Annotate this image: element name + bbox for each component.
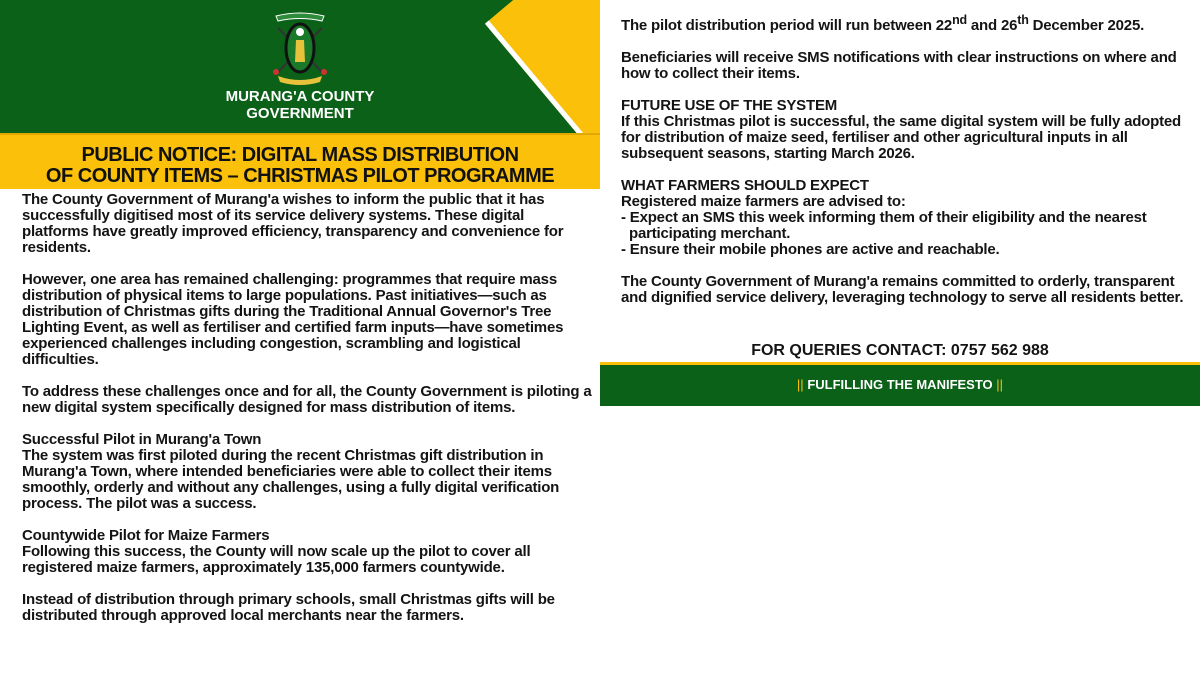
bullet-item: - Ensure their mobile phones are active and reachable. [621, 241, 1000, 258]
header-banner [0, 0, 600, 133]
section-heading: FUTURE USE OF THE SYSTEM [621, 97, 838, 114]
section-heading: Countywide Pilot for Maize Farmers [22, 527, 270, 544]
county-crest-logo [268, 10, 332, 86]
paragraph: Registered maize farmers are advised to: [621, 193, 906, 210]
contact-line: FOR QUERIES CONTACT: 0757 562 988 [751, 342, 1049, 359]
title-line-1: PUBLIC NOTICE: DIGITAL MASS DISTRIBUTION [81, 144, 519, 166]
sup: nd [952, 13, 967, 27]
section-heading: Successful Pilot in Murang'a Town [22, 431, 262, 448]
bullet-item: - Expect an SMS this week informing them of their eligibility and the nearest participating merchant. [621, 209, 1147, 242]
text: and 26 [966, 17, 1018, 34]
text: The pilot distribution period will run between 22 [621, 17, 953, 34]
title-line-2: OF COUNTY ITEMS – CHRISTMAS PILOT PROGRAMME [45, 165, 555, 187]
text: December 2025. [1028, 17, 1145, 34]
notice-title [0, 133, 600, 189]
paragraph: Following this success, the County will now scale up the pilot to cover all registered maize farmers, approximately 135,000 farmers countywide. [22, 543, 531, 576]
footer-banner: || FULFILLING THE MANIFESTO || [600, 362, 1200, 406]
sup: th [1017, 13, 1029, 27]
footer-slogan: FULFILLING THE MANIFESTO [807, 377, 993, 392]
paragraph: If this Christmas pilot is successful, the same digital system will be fully adopted for distribution of maize seed, fertiliser and other agricultural inputs in all subsequent seasons, starting March 2026. [621, 113, 1182, 162]
section-heading: WHAT FARMERS SHOULD EXPECT [621, 177, 869, 194]
paragraph: The County Government of Murang'a wishes to inform the public that it has successfully digitised most of its service delivery systems. These digital platforms have greatly improved efficiency, transparency and convenience for residents. [22, 191, 564, 256]
paragraph: The County Government of Murang'a remains committed to orderly, transparent and dignified service delivery, leveraging technology to serve all residents better. [621, 273, 1184, 306]
paragraph-dates [621, 12, 1191, 34]
organization-name [0, 88, 600, 122]
left-body-text [22, 192, 592, 640]
paragraph: The system was first piloted during the recent Christmas gift distribution in Murang'a Town, where intended beneficiaries were able to collect their items smoothly, orderly and without any challenges, using a fully digital verification process. The pilot was a success. [22, 447, 560, 512]
paragraph: However, one area has remained challenging: programmes that require mass distribution of physical items to large populations. Past initiatives—such as distribution of Christmas gifts during the Traditional Annual Governor's Tree Lighting Event, as well as fertiliser and certified farm inputs—have sometimes experienced challenges including congestion, scrambling and logistical difficulties. [22, 271, 564, 368]
paragraph: Instead of distribution through primary schools, small Christmas gifts will be distributed through approved local merchants near the farmers. [22, 591, 555, 624]
paragraph: Beneficiaries will receive SMS notifications with clear instructions on where and how to collect their items. [621, 49, 1177, 82]
org-line-2: GOVERNMENT [246, 105, 354, 122]
right-body-text [621, 12, 1191, 322]
paragraph: To address these challenges once and for all, the County Government is piloting a new digital system specifically designed for mass distribution of items. [22, 383, 592, 416]
org-line-1: MURANG'A COUNTY [225, 88, 375, 105]
